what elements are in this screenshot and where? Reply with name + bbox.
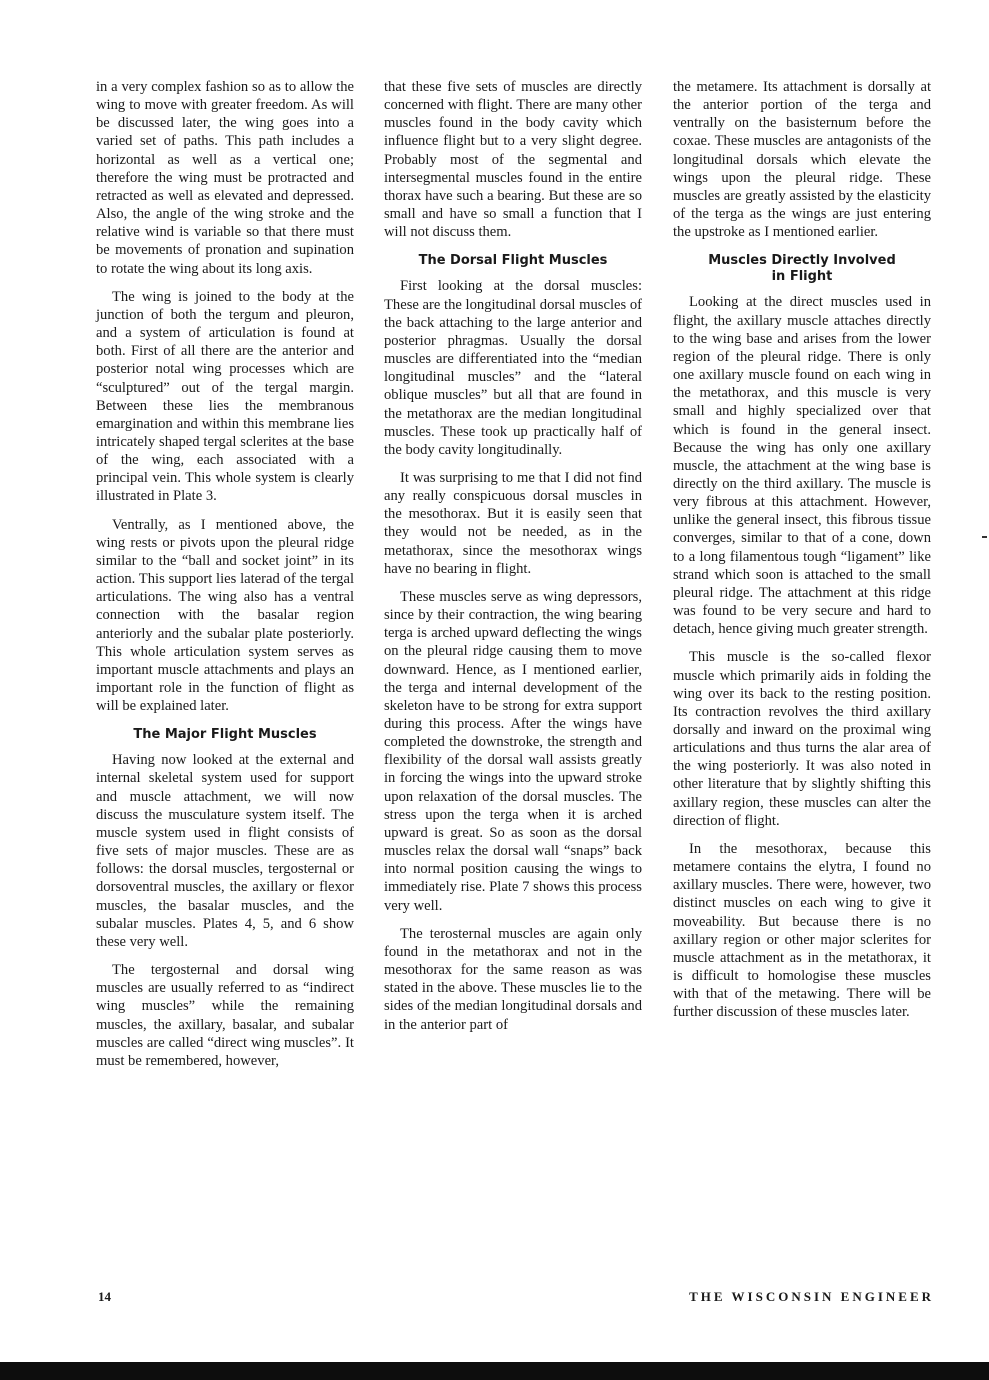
heading-line: in Flight [771, 269, 833, 285]
paragraph: In the mesothorax, because this metamere contains the elytra, I found no axillary muscles. There were, however, two distinct muscles on each wing to give it moveability. But because there is no axillary region or other major sclerites for muscle attachment as in the metathorax, it is difficult to homologise these muscles with that of the metawing. There will be further discussion of these muscles later. [673, 840, 931, 1021]
paragraph: The tergosternal and dorsal wing muscles are usually referred to as “indirect wing muscles” while the remaining muscles, the axillary, basalar, and subalar muscles are called “direct wing muscles”. It must be remembered, however, [96, 962, 354, 1069]
scan-mark [982, 536, 987, 538]
paragraph: Looking at the direct muscles used in flight, the axillary muscle attaches directly to the wing base and arises from the lower region of the pleural ridge. There is only one axillary muscle found on each wing in the metathorax, and this muscle is very small and highly specialized over that which is found in the general insect. Because the wing has only one axillary muscle, the attachment at the wing base is directly on the third axillary. The muscle is very fibrous at this attachment. However, unlike the general insect, this fibrous tissue converges, similar to that of a cone, down to a long filamentous tough “ligament” like strand which soon is attached to the small pleural ridge. The attachment at this ridge was found to be very secure and hard to detach, hence giving much greater strength. [673, 294, 931, 638]
heading-line: Muscles Directly Involved [708, 253, 896, 269]
paragraph: First looking at the dorsal muscles: These are the longitudinal dorsal muscles of the back attaching to the large anterior and posterior phragmas. Usually the dorsal muscles are differentiated into the “median longitudinal muscles” and the “lateral oblique muscles” but all that are found in the metathorax are the median longitudinal muscles. These took up practically half of the body cavity longitudinally. [384, 278, 642, 458]
page-number: 14 [98, 1289, 111, 1304]
paragraph: These muscles serve as wing depressors, since by their contraction, the wing bearing terga is arched upward deflecting the wings on the pleural ridge causing them to move downward. Hence, as I mentioned earlier, the terga and internal development of the skeleton have to be strong for extra support during this process. After the wings have completed the downstroke, the strength and flexibility of the dorsal wall assists greatly in forcing the wings into the upward stroke upon relaxation of the dorsal muscles. The stress upon the terga when it is arched upward is great. So as soon as the dorsal muscles relax the dorsal wall “snaps” back into normal position causing the wings to immediately rise. Plate 7 shows this process very well. [384, 588, 642, 914]
paragraph: Ventrally, as I mentioned above, the wing rests or pivots upon the pleural ridge similar to the “ball and socket joint” in its action. This support lies laterad of the tergal articulations. The wing also has a ventral connection with the basalar region anteriorly and the subalar plate posteriorly. This whole articulation system serves as important muscle attachments and plays an important role in the function of flight as will be explained later. [96, 516, 354, 715]
section-heading-dorsal-flight-muscles: The Dorsal Flight Muscles [418, 253, 608, 269]
section-heading-major-flight-muscles: The Major Flight Muscles [133, 727, 317, 743]
section-heading-direct-muscles [673, 253, 931, 285]
column-middle [384, 78, 642, 1034]
journal-name: THE WISCONSIN ENGINEER [689, 1289, 934, 1304]
paragraph: Having now looked at the external and internal skeletal system used for support and muscle attachment, we will now discuss the musculature system itself. The muscle system used in flight consists of five sets of major muscles. These are as follows: the dorsal muscles, tergosternal or dorsoventral muscles, the axillary or flexor muscles, the basalar muscles, and the subalar muscles. Plates 4, 5, and 6 show these very well. [96, 752, 354, 950]
paragraph: the metamere. Its attachment is dorsally at the anterior portion of the terga and ventrally on the basisternum before the coxae. These muscles are antagonists of the longitudinal dorsals which elevate the wings upon the pleural ridge. These muscles are greatly assisted by the elasticity of the terga as the wings are just entering the upstroke as I mentioned earlier. [673, 79, 931, 241]
column-left [96, 78, 354, 1070]
paragraph: It was surprising to me that I did not find any really conspicuous dorsal muscles in the mesothorax. But it is easily seen that they would not be needed, as in the metathorax, since the mesothorax wings have no bearing in flight. [384, 469, 642, 577]
paragraph: The terosternal muscles are again only found in the metathorax and not in the mesothorax for the same reason as was stated in the above. These muscles lie to the sides of the median longitudinal dorsals and in the anterior part of [384, 925, 642, 1033]
paragraph: that these five sets of muscles are directly concerned with flight. There are many other muscles found in the body cavity which influence flight but to a very slight degree. Probably most of the segmental and intersegmental muscles found in the entire thorax have such a bearing. But these are so small and have so small a function that I will not discuss them. [384, 79, 642, 241]
paragraph: This muscle is the so-called flexor muscle which primarily aids in folding the wing over its back to the resting position. Its contraction revolves the third axillary dorsally and inward on the proximal wing articulations and thus turns the alar area of the wing posteriorly. It was also noted in other literature that by slightly shifting this axillary region, these muscles can alter the direction of flight. [673, 649, 931, 829]
paragraph: The wing is joined to the body at the junction of both the tergum and pleuron, and a system of articulation is found at both. First of all there are the anterior and posterior notal wing processes which are “sculptured” out of the tergal margin. Between these lies the membranous emargination and within this membrane lies intricately shaped tergal sclerites at the base of the wing, each associated with a principal vein. This whole system is clearly illustrated in Plate 3. [96, 288, 354, 505]
paragraph: in a very complex fashion so as to allow the wing to move with greater freedom. As will be discussed later, the wing goes into a varied set of paths. This path includes a horizontal as well as a vertical one; therefore the wing must be protracted and retracted as well as elevated and depressed. Also, the angle of the wing stroke and the relative wind is variable so that there must be movements of pronation and supination to rotate the wing about its long axis. [96, 79, 354, 277]
scan-edge-bar [0, 1362, 989, 1380]
column-right [673, 78, 931, 1022]
